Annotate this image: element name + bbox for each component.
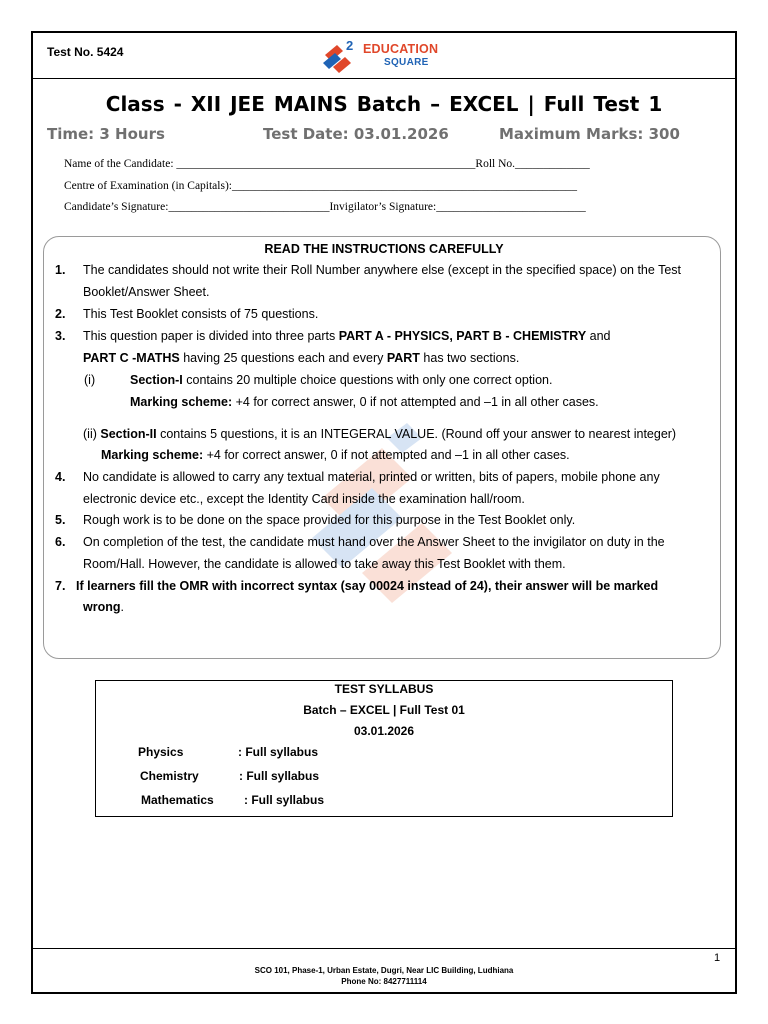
instruction-7-line2: [83, 600, 124, 614]
footer-address: SCO 101, Phase-1, Urban Estate, Dugri, Near LIC Building, Ludhiana: [254, 966, 514, 975]
instruction-1-line1: The candidates should not write their Roll Number anywhere else (except in the specified space) on the Test: [83, 263, 682, 277]
svg-text:2: 2: [346, 38, 354, 53]
logo-e-squared-icon: [321, 37, 361, 75]
test-duration: Time: 3 Hours: [47, 125, 165, 143]
section-2-text: contains 5 questions, it is an INTEGERAL VALUE. (Round off your answer to nearest integer): [156, 427, 677, 441]
page-header: [33, 33, 735, 79]
instruction-3-parts: PART A - PHYSICS, PART B - CHEMISTRY: [338, 329, 587, 343]
instruction-3-part-word: PART: [386, 351, 420, 365]
syllabus-batch: Batch – EXCEL | Full Test 01: [303, 703, 465, 717]
section-2-marking-text: +4 for correct answer, 0 if not attempted and –1 in all other cases.: [203, 448, 570, 462]
instruction-5: Rough work is to be done on the space provided for this purpose in the Test Booklet only.: [83, 513, 576, 527]
instruction-4-line2: electronic device etc., except the Identity Card inside the examination hall/room.: [83, 492, 525, 506]
syllabus-maths-value: : Full syllabus: [244, 793, 325, 807]
instruction-7-number: 7.: [55, 579, 66, 593]
instruction-4-line1: No candidate is allowed to carry any textual material, printed or written, bits of papers, mobile phone any: [83, 470, 660, 484]
instruction-3-line1: [83, 329, 611, 343]
section-1-text: contains 20 multiple choice questions with only one correct option.: [182, 373, 553, 387]
exam-centre-field: Centre of Examination (in Capitals):____________________________________________________________: [64, 180, 577, 192]
test-date: Test Date: 03.01.2026: [263, 125, 449, 143]
syllabus-physics-label: Physics: [138, 745, 184, 759]
instruction-7-wrong: wrong: [83, 600, 121, 614]
instruction-2: This Test Booklet consists of 75 questions.: [83, 307, 319, 321]
section-2-label: (ii): [83, 427, 101, 441]
syllabus-heading: TEST SYLLABUS: [334, 682, 434, 696]
section-1-label: (i): [84, 373, 96, 387]
syllabus-maths-label: Mathematics: [141, 793, 214, 807]
instruction-3-part-c: PART C -MATHS: [83, 351, 180, 365]
section-2-marking: [101, 448, 570, 462]
syllabus-date: 03.01.2026: [353, 724, 415, 738]
instruction-3-line2: [83, 351, 519, 365]
section-2-marking-label: Marking scheme:: [101, 448, 204, 462]
section-1-marking-label: Marking scheme:: [130, 395, 233, 409]
instruction-3-and: and: [586, 329, 611, 343]
instruction-2-number: 2.: [55, 307, 66, 321]
instruction-3-number: 3.: [55, 329, 66, 343]
page-number: 1: [714, 952, 721, 964]
section-1-line: [130, 373, 552, 387]
footer-divider: [33, 948, 735, 949]
syllabus-chemistry-value: : Full syllabus: [239, 769, 320, 783]
instruction-5-number: 5.: [55, 513, 66, 527]
instruction-1-number: 1.: [55, 263, 66, 277]
instruction-7-period: .: [120, 600, 124, 614]
syllabus-chemistry-label: Chemistry: [140, 769, 199, 783]
instruction-6-number: 6.: [55, 535, 66, 549]
syllabus-physics-value: : Full syllabus: [238, 745, 319, 759]
instruction-1-line2: Booklet/Answer Sheet.: [83, 285, 210, 299]
section-1-title: Section-I: [130, 373, 183, 387]
instruction-3-sections: has two sections.: [419, 351, 520, 365]
test-number: Test No. 5424: [47, 45, 124, 59]
footer-phone: Phone No: 8427711114: [341, 977, 427, 986]
instruction-7-line1: If learners fill the OMR with incorrect syntax (say 00024 instead of 24), their answer will be marked: [76, 579, 659, 593]
section-2-title: Section-II: [100, 427, 157, 441]
instruction-6-line2: Room/Hall. However, the candidate is allowed to take away this Test Booklet with them.: [83, 557, 566, 571]
test-title: Class - XII JEE MAINS Batch – EXCEL | Full Test 1: [105, 92, 663, 116]
instruction-3-text: This question paper is divided into three parts: [83, 329, 339, 343]
instructions-heading: READ THE INSTRUCTIONS CAREFULLY: [264, 242, 504, 256]
section-2-line: [83, 427, 676, 441]
signature-fields: Candidate’s Signature:____________________________Invigilator’s Signature:__________________________: [64, 201, 586, 213]
candidate-name-field: Name of the Candidate: ____________________________________________________Roll No._____________: [64, 158, 590, 170]
logo-text-education: EDUCATION: [363, 42, 439, 56]
section-1-marking-text: +4 for correct answer, 0 if not attempted and –1 in all other cases.: [232, 395, 599, 409]
section-1-marking: [130, 395, 599, 409]
maximum-marks: Maximum Marks: 300: [499, 125, 680, 143]
education-square-logo: [321, 33, 461, 77]
logo-text-square: SQUARE: [384, 57, 429, 68]
instruction-6-line1: On completion of the test, the candidate must hand over the Answer Sheet to the invigilator on duty in the: [83, 535, 665, 549]
instruction-4-number: 4.: [55, 470, 66, 484]
instruction-3-having: having 25 questions each and every: [179, 351, 387, 365]
